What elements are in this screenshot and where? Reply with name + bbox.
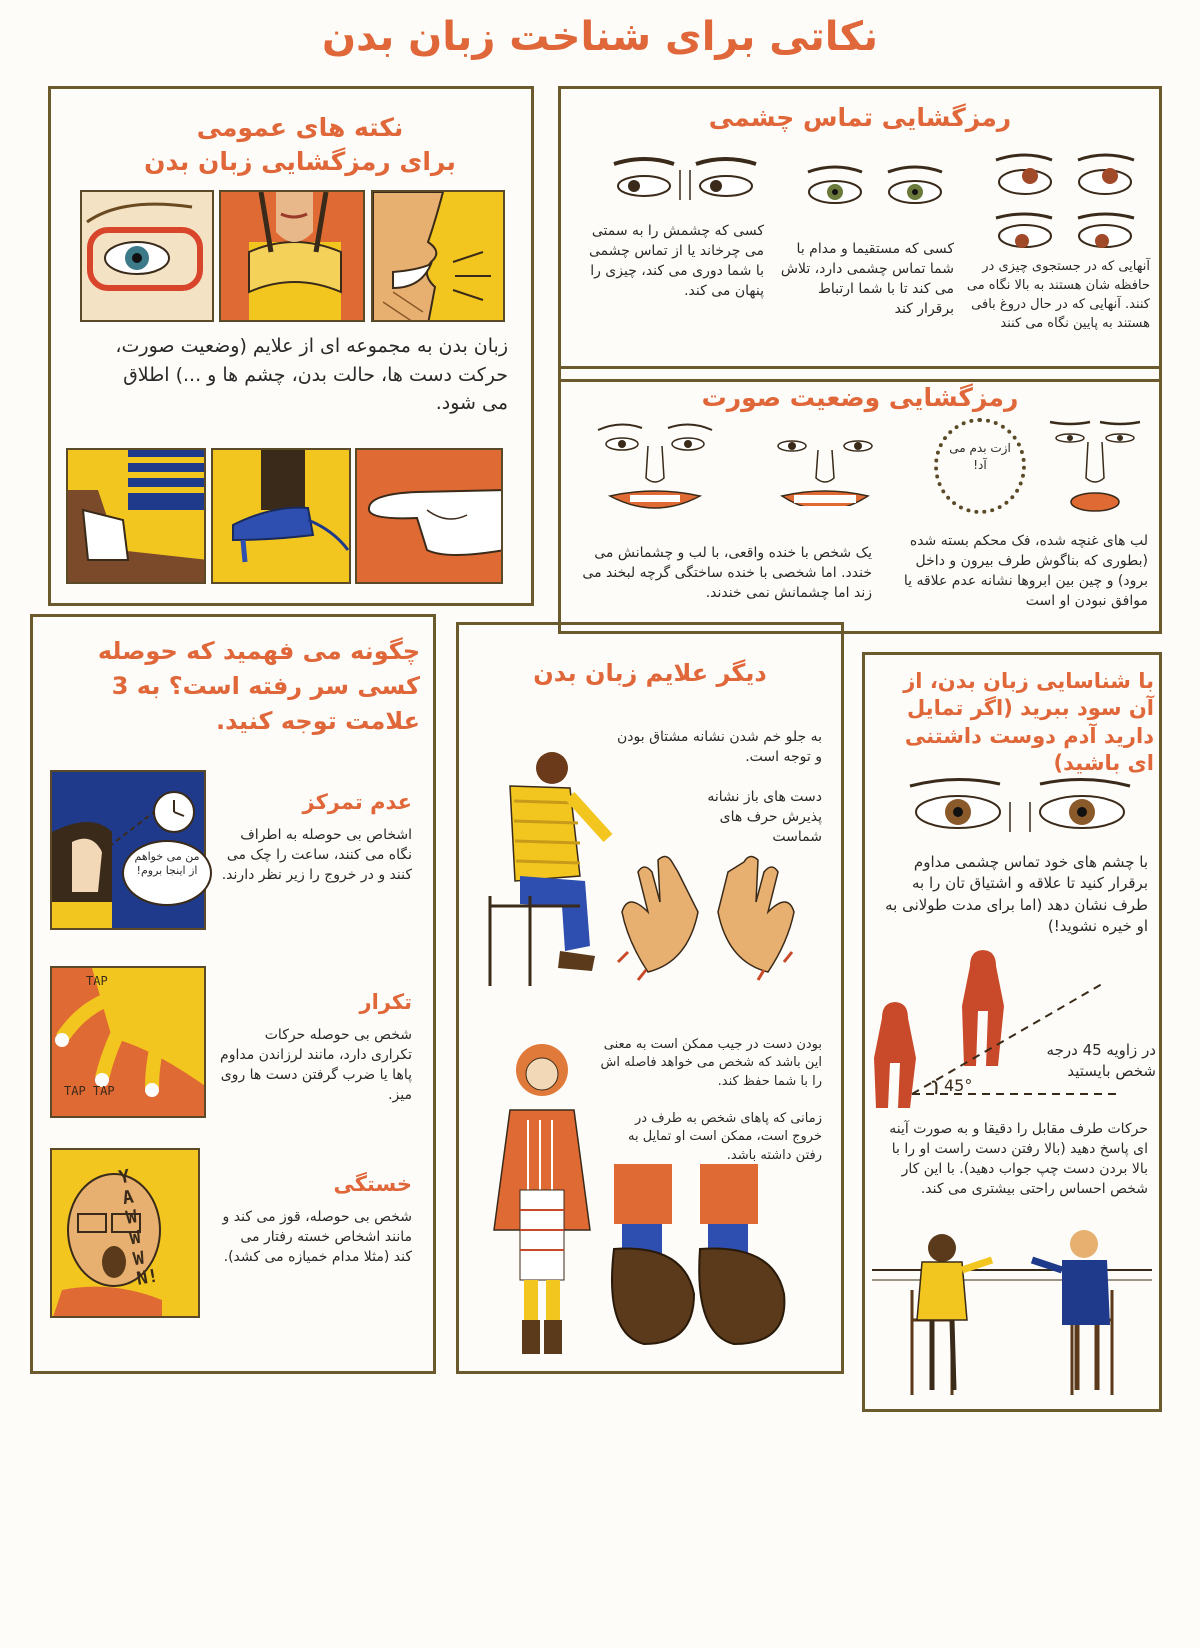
tap-text: TAP — [86, 974, 108, 988]
benefit-title: با شناسایی زبان بدن، از آن سود ببرید (اگر تمایل دارید آدم دوست داشتنی ای باشید) — [903, 669, 1154, 775]
sign-2-text: شخص بی حوصله حرکات تکراری دارد، مانند لرزاندن مداوم پاها یا ضرب گرفتن دست ها روی میز. — [220, 1027, 412, 1103]
fake-smile-face-icon — [590, 416, 720, 526]
face-text-1: لب های غنچه شده، فک محکم بسته شده (بطوری که بناگوش طرف بیرون و داخل برود) و چین بین ابروها نشانه عدم علاقه یا موافق نبودن او است — [903, 533, 1148, 609]
glasses-eye-illustration — [80, 190, 214, 322]
averted-eyes-icon — [610, 150, 760, 210]
looking-up-eyes-icon — [990, 150, 1140, 204]
crossed-arms-illustration — [219, 190, 365, 322]
general-title-line2: برای رمزگشایی زبان بدن — [144, 147, 456, 176]
face-text-2: یک شخص با خنده واقعی، با لب و چشمانش می خندد. اما شخصی با خنده ساختگی گرچه لبخند می زند اما چشمانش نمی خندند. — [582, 545, 872, 601]
other-pocket-text: بودن دست در جیب ممکن است به معنی این باشد که شخص می خواهد فاصله اش را با شما حفظ کند. — [600, 1037, 822, 1089]
other-lean-text: به جلو خم شدن نشانه مشتاق بودن و توجه است. — [617, 729, 822, 765]
feet-toward-exit-illustration — [604, 1164, 814, 1354]
face-title: رمزگشایی وضعیت صورت — [701, 383, 1019, 412]
eye-contact-title: رمزگشایی تماس چشمی — [708, 103, 1012, 132]
pointing-hand-illustration — [355, 448, 503, 584]
tap-tap-text: TAP TAP — [64, 1084, 115, 1098]
general-title-line1: نکته های عمومی — [196, 113, 404, 142]
standing-45-degrees-illustration — [872, 944, 1152, 1114]
eye-contact-text-1: آنهایی که در جستجوی چیزی در حافظه شان هستند به بالا نگاه می کنند. آنهایی که در حال دروغ بافی هستند به پایین نگاه می کنند — [966, 259, 1150, 331]
benefit-eye-text: با چشم های خود تماس چشمی مداوم برقرار کنید تا علاقه و اشتیاق تان را به طرف نشان دهد (اما برای مدت طولانی به او خیره نشوید!) — [885, 853, 1148, 935]
eye-contact-text-3: کسی که چشمش را به سمتی می چرخاند یا از تماس چشمی با شما دوری می کند، چیزی را پنهان می کند. — [588, 223, 764, 299]
other-feet-text: زمانی که پاهای شخص به طرف در خروج است، ممکن است او تمایل به رفتن داشته باشد. — [628, 1111, 822, 1163]
attentive-eyes-icon — [900, 772, 1140, 842]
page-title: نکاتی برای شناخت زبان بدن — [321, 14, 879, 60]
sign-1-text: اشخاص بی حوصله به اطراف نگاه می کنند، ساعت را چک می کنند و در خروج را زیر نظر دارند. — [221, 827, 412, 883]
benefit-angle-text: در زاویه 45 درجه شخص بایستید — [1046, 1041, 1156, 1081]
hands-legs-illustration — [66, 448, 206, 584]
sign-3-title: خستگی — [333, 1172, 412, 1196]
looking-down-eyes-icon — [990, 210, 1140, 254]
bored-title: چگونه می فهمید که حوصله کسی سر رفته است؟ به 3 علامت توجه کنید. — [97, 637, 420, 735]
eye-contact-text-2: کسی که مستقیما و مدام با شما تماس چشمی دارد، تلاش می کند تا با شما ارتباط برقرار کند — [780, 241, 954, 317]
open-hands-illustration — [608, 852, 808, 992]
other-title: دیگر علایم زبان بدن — [533, 659, 767, 687]
lying-face-illustration — [371, 190, 505, 322]
yawn-text: YAWWWN! — [117, 1165, 161, 1291]
angle-label: 45° — [944, 1076, 973, 1095]
sign-3-text: شخص بی حوصله، قوز می کند و مانند اشخاص خسته رفتار می کند (مثلا مدام خمیازه می کشد). — [222, 1209, 412, 1265]
real-smile-face-icon — [760, 426, 890, 536]
general-body-text: زبان بدن به مجموعه ای از علایم (وضعیت صورت، حرکت دست ها، حالت بدن، چشم ها و ...) اطلاق می شود. — [115, 335, 508, 414]
sign-2-title: تکرار — [359, 990, 412, 1014]
foot-shoe-illustration — [211, 448, 351, 584]
hands-in-pocket-woman-illustration — [480, 1040, 610, 1360]
thought-bubble-text: ازت بدم می آد! — [949, 441, 1011, 472]
direct-eyes-icon — [800, 160, 950, 216]
other-hands-text: دست های باز نشانه پذیرش حرف های شماست — [707, 789, 822, 845]
pursed-lips-face-icon — [1040, 412, 1150, 522]
benefit-mirror-text: حرکات طرف مقابل را دقیقا و به صورت آینه ای پاسخ دهید (بالا رفتن دست راست او را با بالا بردن دست چپ جواب دهید). با این کار شخص احساس راحتی بیشتری می کند. — [889, 1121, 1148, 1197]
mirroring-couple-illustration — [872, 1230, 1152, 1400]
speech-bubble-text: من می خواهم از اینجا بروم! — [134, 850, 200, 878]
sign-1-title: عدم تمرکز — [302, 790, 412, 814]
